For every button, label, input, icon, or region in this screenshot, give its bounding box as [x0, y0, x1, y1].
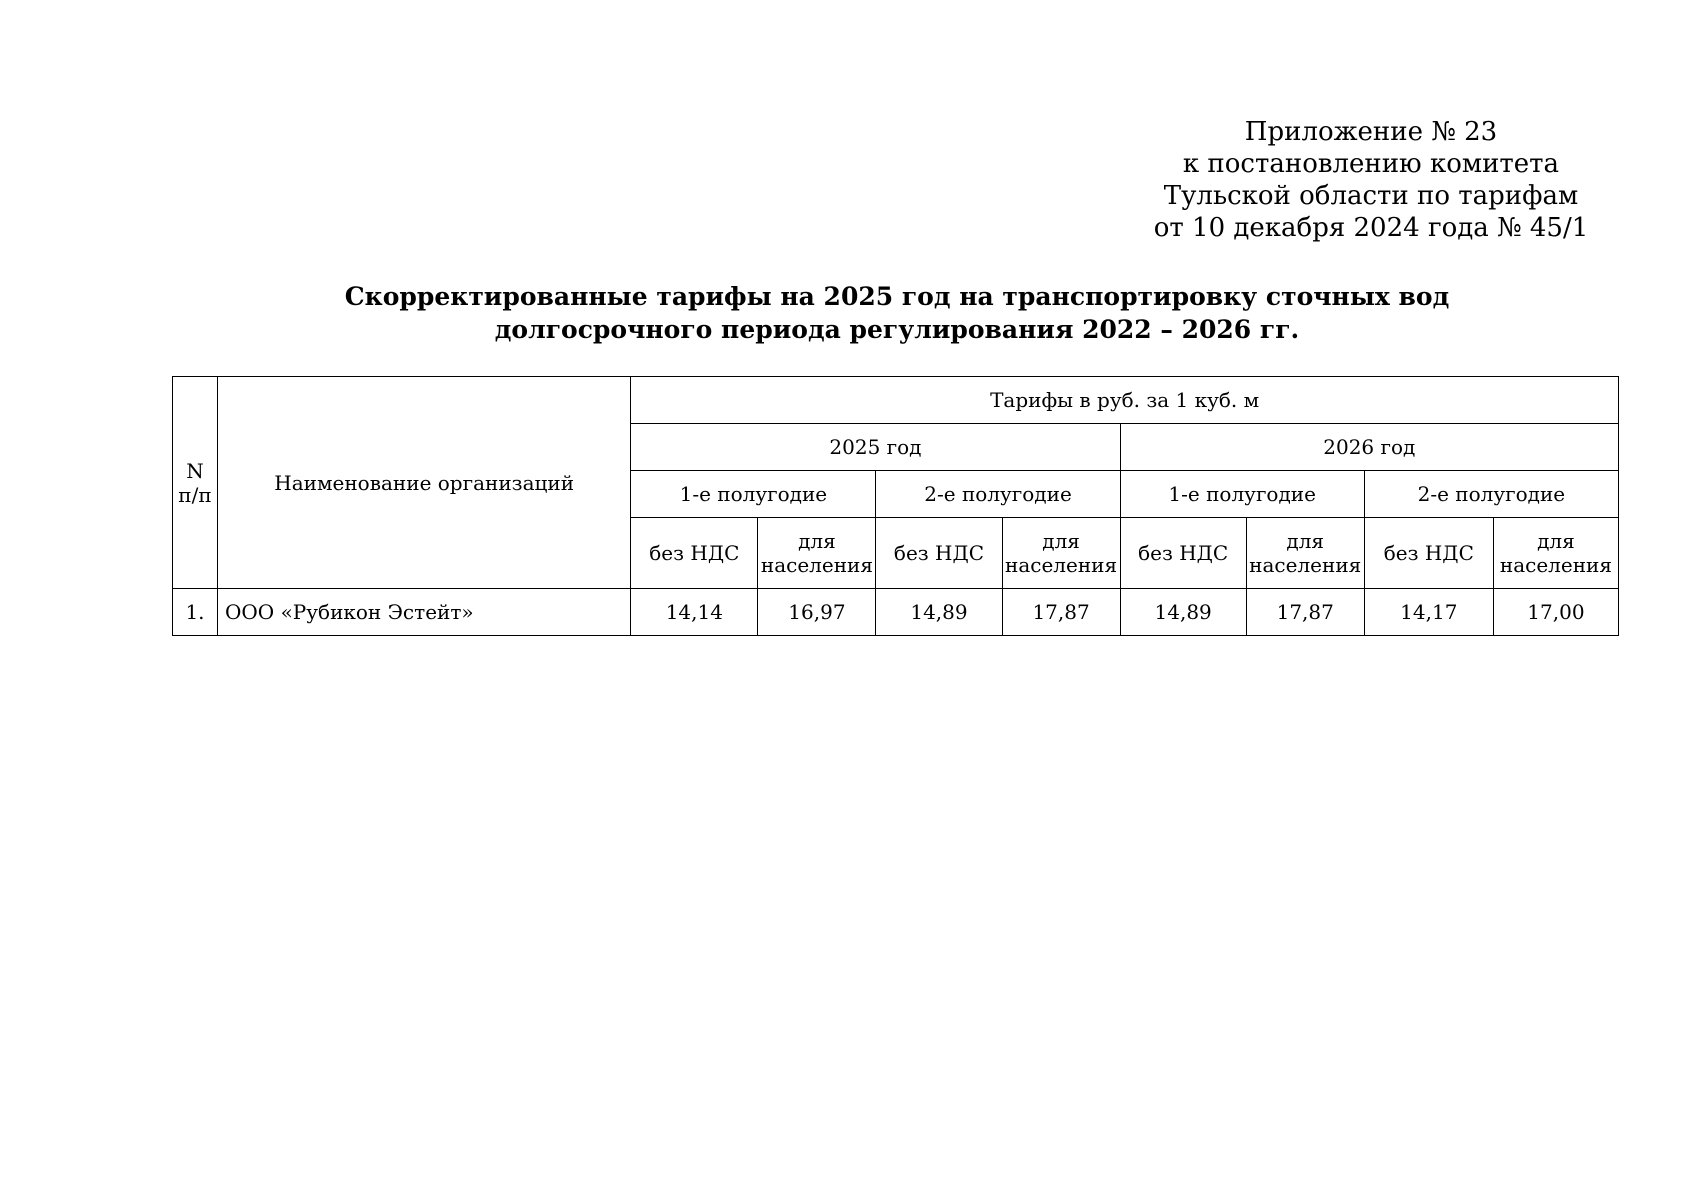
population-header-line: для — [1537, 529, 1575, 553]
population-header-line: для — [1286, 529, 1325, 553]
no-vat-header: без НДС — [1364, 518, 1493, 589]
table-row — [173, 589, 1619, 636]
row-number: 1. — [173, 589, 218, 636]
no-vat-header: без НДС — [876, 518, 1002, 589]
half-year-header: 1-е полугодие — [631, 471, 876, 518]
document-title — [172, 280, 1622, 346]
population-header-line: для — [1042, 529, 1080, 553]
tariff-value: 17,87 — [1246, 589, 1364, 636]
year-header: 2025 год — [631, 424, 1120, 471]
title-line: Скорректированные тарифы на 2025 год на транспортировку сточных вод — [344, 282, 1450, 311]
num-header-line: п/п — [178, 482, 212, 507]
organization-name: ООО «Рубикон Эстейт» — [218, 589, 631, 636]
population-header-line: для — [798, 529, 836, 553]
tariff-value: 14,89 — [1120, 589, 1246, 636]
no-vat-header: без НДС — [1120, 518, 1246, 589]
half-year-header: 1-е полугодие — [1120, 471, 1364, 518]
tariff-value: 14,17 — [1364, 589, 1493, 636]
tariff-value: 14,14 — [631, 589, 758, 636]
num-header — [173, 377, 218, 589]
name-header: Наименование организаций — [218, 377, 631, 589]
population-header-line: населения — [1499, 553, 1612, 577]
appendix-line: к постановлению комитета — [1182, 149, 1560, 179]
population-header — [758, 518, 876, 589]
appendix-line: Приложение № 23 — [1244, 117, 1498, 147]
tariff-value: 17,00 — [1493, 589, 1618, 636]
half-year-header: 2-е полугодие — [1364, 471, 1618, 518]
population-header-line: населения — [760, 553, 873, 577]
title-line: долгосрочного периода регулирования 2022 – 2026 гг. — [494, 315, 1300, 344]
population-header — [1002, 518, 1120, 589]
population-header-line: населения — [1249, 553, 1362, 577]
appendix-line: от 10 декабря 2024 года № 45/1 — [1153, 213, 1589, 243]
year-header: 2026 год — [1120, 424, 1618, 471]
tariff-value: 16,97 — [758, 589, 876, 636]
no-vat-header: без НДС — [631, 518, 758, 589]
num-header-line: N — [186, 458, 204, 483]
tariffs-table — [172, 376, 1619, 636]
tariff-value: 17,87 — [1002, 589, 1120, 636]
population-header — [1493, 518, 1618, 589]
population-header — [1246, 518, 1364, 589]
tariff-value: 14,89 — [876, 589, 1002, 636]
population-header-line: населения — [1005, 553, 1118, 577]
tariffs-header: Тарифы в руб. за 1 куб. м — [631, 377, 1619, 424]
appendix-block — [1111, 116, 1631, 244]
appendix-line: Тульской области по тарифам — [1163, 181, 1579, 211]
half-year-header: 2-е полугодие — [876, 471, 1120, 518]
